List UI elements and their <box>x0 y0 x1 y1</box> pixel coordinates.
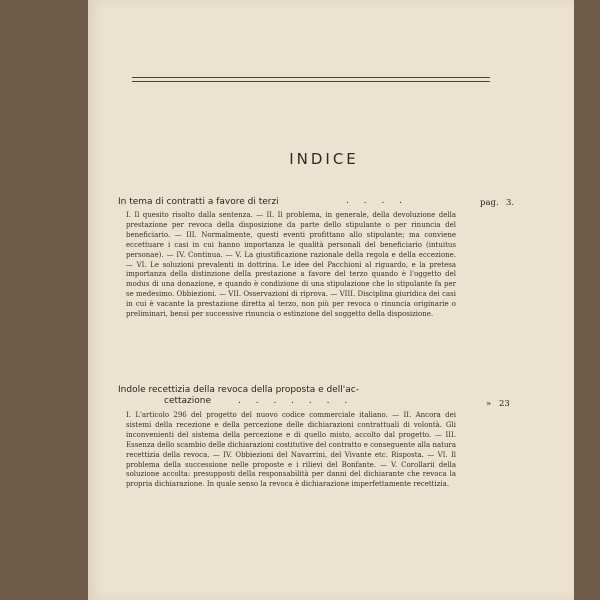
section-heading: In tema di contratti a favore di terzi <box>118 197 279 207</box>
book-page <box>88 0 574 600</box>
section-summary: I. L'articolo 296 del progetto del nuovo codice commerciale italiano. — II. Ancora dei sistemi della recezione e della percezione delle dichiarazioni contrattuali di volontà. Gli inconvenienti del sistema della percezione e di quello misto, accolto dal progetto. — III. Essenza dello scambio delle dichiarazioni costitutive del contratto e conseguente alla natura recettizia della revoca. — IV. Obbiezioni del Navarrini, del Vivante etc. Risposta. — VI. Il problema della successione nelle proposte e i rilievi del Bonfante. — V. Corollarii della soluzione accolta: presupposti della responsabilità per danni del dichiarante che revoca la propria dichiarazione. In quale senso la revoca è dichiarazione imperfettamente recettizia. <box>126 411 456 489</box>
leader-dots: . . . . . . . <box>238 396 354 406</box>
top-rule-thin <box>132 81 490 82</box>
page-label: » <box>486 399 492 409</box>
page-title: INDICE <box>289 150 359 168</box>
top-rule <box>132 77 490 78</box>
leader-dots: . . . . <box>346 196 409 206</box>
page-number: 3. <box>506 198 515 208</box>
section-heading-continuation: cettazione <box>164 396 212 406</box>
page-label: pag. <box>480 198 499 208</box>
page-number: 23 <box>499 399 510 409</box>
section-heading: Indole recettizia della revoca della proposta e dell'ac- <box>118 385 359 395</box>
section-summary: I. Il quesito risolto dalla sentenza. — II. Il problema, in generale, della devoluzione della prestazione per revoca della disposizione da parte dello stipulante o per rinuncia del beneficiario. — III. Normalmente, questi eventi profittano allo stipulante; ma conviene eccettuare i casi in cui hanno importanza le qualità personali del beneficiario (intuitus personae). — IV. Continua. — V. La giustificazione razionale della regola e della eccezione. — VI. Le soluzioni prevalenti in dottrina. Le idee del Pacchioni al riguardo, e la pretesa importanza della distinzione della prestazione a favore del terzo quando è l'oggetto del modus di una donazione, e quando è condizione di una stipulazione che lo stipulante fa per se medesimo. Obbiezioni. — VII. Osservazioni di riprova. — VIII. Disciplina giuridica dei casi in cui è vacante la prestazione diretta al terzo, non più per revoca o rinuncia originarie o preliminari, bensì per successive rinuncia o estinzione del soggetto della disposizione. <box>126 211 456 319</box>
